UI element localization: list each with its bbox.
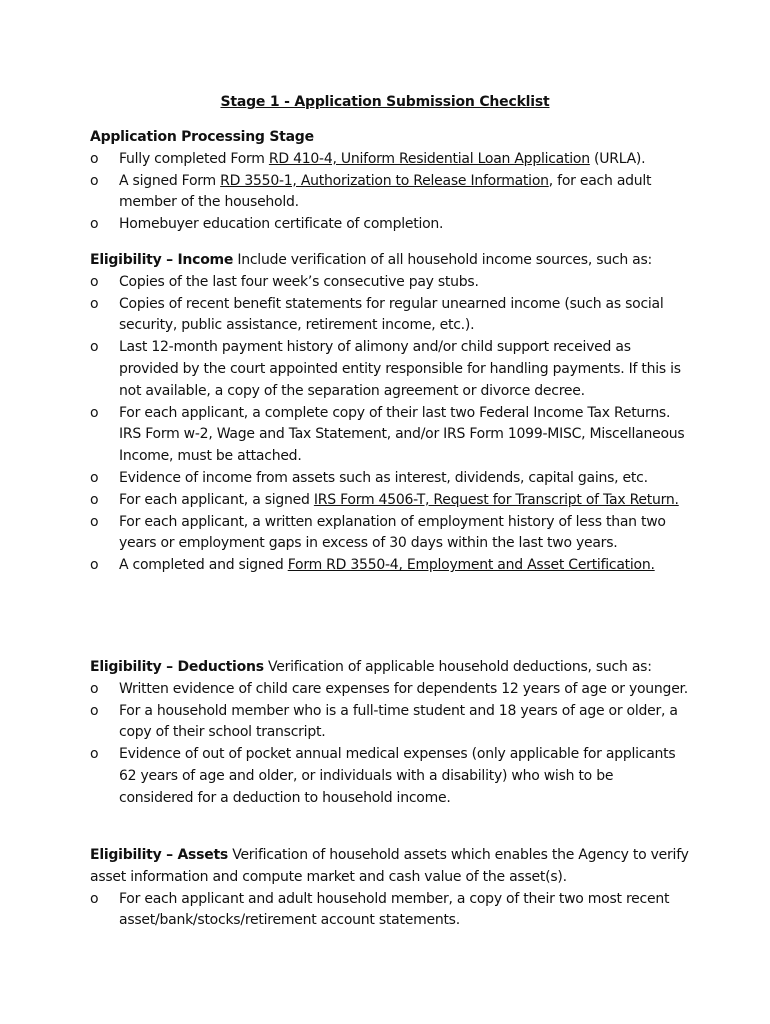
list-item bbox=[90, 744, 690, 809]
item-text: For each applicant, a written explanation of employment history of less than two years or employment gaps in excess of 30 days within the last two years. bbox=[119, 513, 666, 552]
list-item bbox=[90, 512, 690, 556]
item-text: For a household member who is a full-time student and 18 years of age or older, a copy of their school transcript. bbox=[119, 702, 678, 741]
item-text: A signed Form bbox=[119, 172, 221, 189]
item-text: For each applicant, a complete copy of their last two Federal Income Tax Returns. IRS Form w-2, Wage and Tax Statement, and/or IRS Form 1099-MISC, Miscellaneous Income, must be attached. bbox=[119, 404, 685, 465]
list-item bbox=[90, 701, 690, 745]
section-heading: Eligibility – Assets bbox=[90, 847, 228, 863]
form-link[interactable]: IRS Form 4506-T, Request for Transcript of Tax Return. bbox=[313, 491, 679, 508]
section-deductions bbox=[90, 657, 690, 810]
section-heading: Eligibility – Income bbox=[90, 252, 234, 268]
section-intro-text: Verification of applicable household deductions, such as: bbox=[263, 659, 652, 675]
item-text: Evidence of out of pocket annual medical expenses (only applicable for applicants 62 years of age and older, or individuals with a disability) who wish to be considered for a deduction to household income. bbox=[119, 746, 676, 806]
list-item bbox=[90, 679, 690, 701]
section-assets bbox=[90, 845, 690, 932]
bullet: o bbox=[90, 404, 99, 421]
list-item bbox=[90, 468, 690, 490]
section-income bbox=[90, 250, 690, 577]
form-link[interactable]: RD 410-4, Uniform Residential Loan Application bbox=[268, 150, 590, 167]
section-intro bbox=[90, 250, 690, 272]
bullet: o bbox=[90, 172, 99, 189]
item-text: For each applicant, a signed bbox=[119, 491, 314, 508]
list-item bbox=[90, 149, 690, 171]
list-item bbox=[90, 403, 690, 468]
item-text: Copies of recent benefit statements for regular unearned income (such as social security, public assistance, retirement income, etc.). bbox=[119, 295, 664, 334]
form-link[interactable]: RD 3550-1, Authorization to Release Information bbox=[220, 172, 549, 189]
bullet: o bbox=[90, 295, 99, 312]
list-item bbox=[90, 294, 690, 338]
bullet: o bbox=[90, 273, 99, 290]
list-item bbox=[90, 889, 690, 933]
section-heading: Application Processing Stage bbox=[90, 129, 314, 145]
section-intro-text: Verification of household assets which enables the Agency to verify asset information and compute market and cash value of the asset(s). bbox=[90, 847, 689, 885]
item-text: Evidence of income from assets such as interest, dividends, capital gains, etc. bbox=[119, 469, 648, 486]
section-intro bbox=[90, 657, 690, 679]
item-text: Fully completed Form bbox=[119, 150, 269, 167]
item-text: (URLA). bbox=[589, 150, 646, 167]
list-item bbox=[90, 171, 690, 215]
list-item bbox=[90, 555, 690, 577]
section-intro bbox=[90, 845, 690, 889]
bullet: o bbox=[90, 513, 99, 530]
bullet: o bbox=[90, 216, 99, 233]
form-link[interactable]: Form RD 3550-4, Employment and Asset Certification. bbox=[287, 557, 655, 574]
bullet: o bbox=[90, 491, 99, 508]
bullet: o bbox=[90, 890, 99, 907]
bullet: o bbox=[90, 339, 99, 356]
bullet: o bbox=[90, 557, 99, 574]
item-text: For each applicant and adult household member, a copy of their two most recent asset/bank/stocks/retirement account statements. bbox=[119, 890, 670, 929]
bullet: o bbox=[90, 680, 99, 697]
item-text: A completed and signed bbox=[119, 557, 288, 574]
section-application-processing bbox=[90, 127, 690, 236]
list-item bbox=[90, 337, 690, 402]
item-text: , for each adult member of the household. bbox=[119, 172, 652, 211]
item-text: Copies of the last four week’s consecutive pay stubs. bbox=[119, 273, 479, 290]
item-text: Last 12-month payment history of alimony and/or child support received as provided by the court appointed entity responsible for handling payments. If this is not available, a copy of the separation agreement or divorce decree. bbox=[119, 339, 681, 399]
bullet: o bbox=[90, 469, 99, 486]
bullet: o bbox=[90, 702, 99, 719]
bullet: o bbox=[90, 746, 99, 763]
section-heading: Eligibility – Deductions bbox=[90, 659, 264, 675]
list-item bbox=[90, 490, 690, 512]
section-intro-text: Include verification of all household income sources, such as: bbox=[233, 252, 653, 268]
item-text: Written evidence of child care expenses for dependents 12 years of age or younger. bbox=[119, 680, 688, 697]
bullet: o bbox=[90, 150, 99, 167]
page-title: Stage 1 - Application Submission Checklist bbox=[220, 94, 550, 110]
list-item bbox=[90, 272, 690, 294]
list-item bbox=[90, 214, 690, 236]
item-text: Homebuyer education certificate of completion. bbox=[119, 216, 444, 233]
